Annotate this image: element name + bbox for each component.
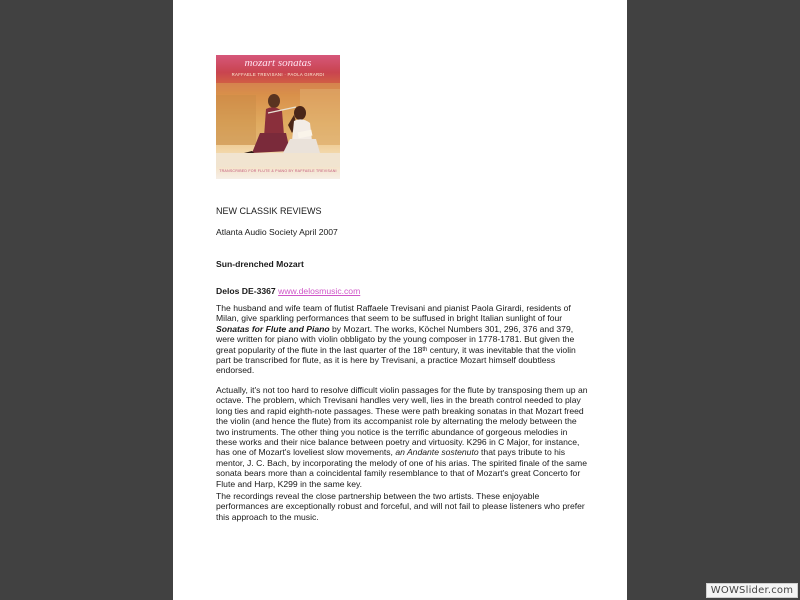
cover-footer: TRANSCRIBED FOR FLUTE & PIANO BY RAFFAELE TREVISANI [219,169,337,173]
review-source: Atlanta Audio Society April 2007 [216,227,338,237]
sonatas-title: Sonatas for Flute and Piano [216,323,330,334]
paragraph-3: The recordings reveal the close partnership between the two artists. These enjoyable performances are exceptionally robust and forceful, and will not fail to please listeners who prefer this approach to the music. [216,491,585,522]
catalog-number: Delos DE-3367 [216,286,276,296]
document-page [173,0,627,600]
andante-sostenuto: an Andante sostenuto [395,447,479,458]
paragraph-2 [216,385,588,489]
article-title: Sun-drenched Mozart [216,259,304,269]
wowslider-watermark[interactable]: WOWSlider.com [706,583,798,598]
paragraph-2-text-a: Actually, it's not too hard to resolve difficult violin passages for the flute by transposing them up an octave. The problem, which Trevisani handles very well, lies in the breath control needed to play long ties and rapid eighth-note passages. These were path breaking sonatas in that Mozart freed the violin (and hence the flute) from its accompanist role by alternating the melody between the two instruments. The other thing you notice is the terrific abundance of gorgeous melodies in these works and their nice balance between poetry and virtuosity. K296 in C Major, for instance, has one of Mozart's loveliest slow movements, [216,385,588,458]
catalog-line [216,286,588,296]
paragraph-1 [216,303,588,376]
paragraph-1-text-a: The husband and wife team of flutist Raffaele Trevisani and pianist Paola Girardi, residents of Milan, give sparkling performances that seem to be suffused in bright Italian sunlight of four [216,303,571,324]
cover-artists: RAFFAELE TREVISANI · PAOLA GIRARDI [231,72,325,77]
paragraph-1-text-c: by Mozart. The works, Köchel Numbers 301, 296, 376 and 379, were written for piano with violin obbligato by the young composer in 1778-1781. But given the great popularity of the flute in the last quarter of the 18 [216,323,575,355]
paragraph-1-text-d: century, it was inevitable that the violin part be transcribed for flute, as it is here by Trevisani, a practice Mozart himself doubtless endorsed. [216,344,576,376]
cover-title: mozart sonatas [244,57,312,69]
paragraph-2-text-c: that pays tribute to his mentor, J. C. Bach, by incorporating the melody of one of his arias. The spirited finale of the same sonata bears more than a coincidental family resemblance to that of Mozart's great Concerto for Flute and Harp, K299 in the same key. [216,447,587,489]
delos-website-link[interactable]: www.delosmusic.com [278,286,361,296]
album-cover-image [216,55,340,179]
publication-name: NEW CLASSIK REVIEWS [216,206,322,216]
superscript-th: th [422,346,428,353]
